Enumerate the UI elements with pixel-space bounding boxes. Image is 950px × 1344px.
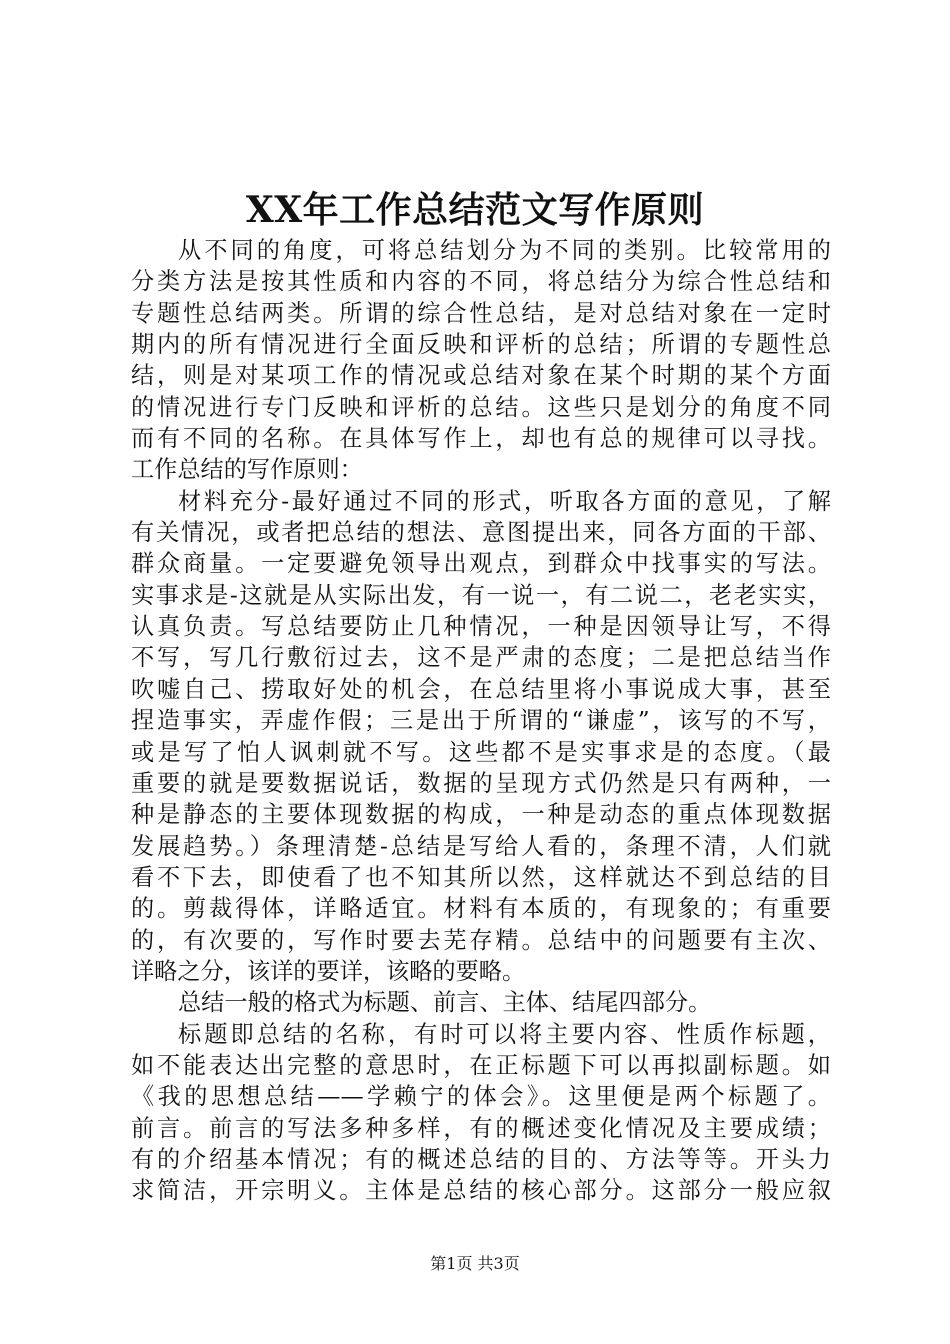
body-line: 总结一般的格式为标题、前言、主体、结尾四部分。 (178, 989, 712, 1017)
body-line: 吹嘘自己、捞取好处的机会，在总结里将小事说成大事，甚至 (131, 675, 831, 703)
body-line: 而有不同的名称。在具体写作上，却也有总的规律可以寻找。 (131, 425, 831, 453)
body-line: 分类方法是按其性质和内容的不同，将总结分为综合性总结和 (131, 268, 831, 296)
body-line: 种是静态的主要体现数据的构成，一种是动态的重点体现数据 (131, 801, 831, 829)
body-line: 有的介绍基本情况；有的概述总结的目的、方法等等。开头力 (131, 1145, 831, 1173)
body-line: 前言。前言的写法多种多样，有的概述变化情况及主要成绩； (131, 1114, 831, 1142)
body-line: 求简洁，开宗明义。主体是总结的核心部分。这部分一般应叙 (131, 1177, 831, 1205)
body-line: 从不同的角度，可将总结划分为不同的类别。比较常用的 (178, 237, 831, 264)
body-line: 期内的所有情况进行全面反映和评析的总结；所谓的专题性总 (131, 331, 831, 359)
body-line: 重要的就是要数据说话，数据的呈现方式仍然是只有两种，一 (131, 769, 831, 797)
body-line: 不写，写几行敷衍过去，这不是严肃的态度；二是把总结当作 (131, 644, 831, 672)
body-line: 发展趋势。）条理清楚-总结是写给人看的，条理不清，人们就 (131, 832, 831, 860)
body-line: 如不能表达出完整的意思时，在正标题下可以再拟副标题。如 (131, 1051, 831, 1079)
body-line: 认真负责。写总结要防止几种情况，一种是因领导让写，不得 (131, 613, 831, 641)
body-line: 标题即总结的名称，有时可以将主要内容、性质作标题， (178, 1020, 831, 1048)
body-line: 实事求是-这就是从实际出发，有一说一，有二说二，老老实实， (131, 581, 831, 609)
body-line: 捏造事实，弄虚作假；三是出于所谓的“谦虚”，该写的不写， (131, 707, 831, 735)
body-line: 专题性总结两类。所谓的综合性总结，是对总结对象在一定时 (131, 299, 831, 327)
document-title: XX年工作总结范文写作原则 (245, 189, 705, 231)
body-line: 工作总结的写作原则： (131, 456, 363, 484)
body-line: 详略之分，该详的要详，该略的要略。 (131, 957, 526, 985)
body-line: 《我的思想总结——学赖宁的体会》。这里便是两个标题了。 (131, 1083, 831, 1111)
body-line: 群众商量。一定要避免领导出观点，到群众中找事实的写法。 (131, 550, 831, 578)
body-line: 的。剪裁得体，详略适宜。材料有本质的，有现象的；有重要 (131, 895, 831, 923)
body-line: 有关情况，或者把总结的想法、意图提出来，同各方面的干部、 (131, 519, 831, 547)
page-number-footer: 第1页 共3页 (430, 1254, 520, 1273)
body-line: 或是写了怕人讽刺就不写。这些都不是实事求是的态度。（最 (131, 738, 831, 766)
body-line: 材料充分-最好通过不同的形式，听取各方面的意见，了解 (178, 487, 831, 515)
document-body (131, 235, 831, 1207)
body-line: 的情况进行专门反映和评析的总结。这些只是划分的角度不同 (131, 393, 831, 421)
body-line: 结，则是对某项工作的情况或总结对象在某个时期的某个方面 (131, 362, 831, 390)
body-line: 看不下去，即使看了也不知其所以然，这样就达不到总结的目 (131, 863, 831, 891)
body-line: 的，有次要的，写作时要去芜存精。总结中的问题要有主次、 (131, 926, 831, 954)
